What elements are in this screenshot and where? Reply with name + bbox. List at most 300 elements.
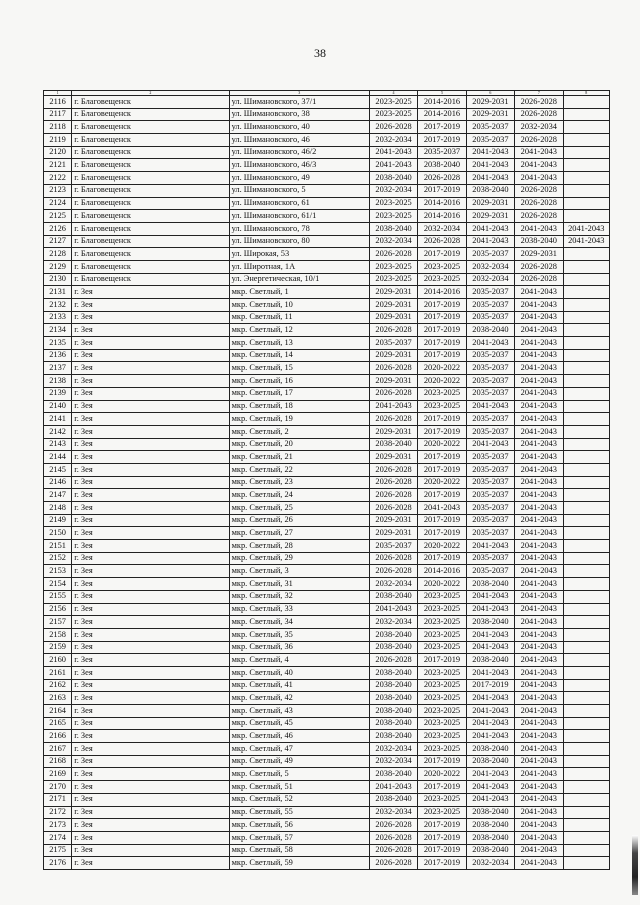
row-number: 2130 bbox=[44, 273, 72, 286]
period-cell: 2041-2043 bbox=[515, 806, 563, 819]
row-number: 2154 bbox=[44, 578, 72, 591]
period-cell: 2038-2040 bbox=[369, 628, 417, 641]
period-cell bbox=[563, 311, 609, 324]
address-cell: мкр. Светлый, 21 bbox=[229, 451, 369, 464]
period-cell: 2023-2025 bbox=[369, 197, 417, 210]
row-number: 2159 bbox=[44, 641, 72, 654]
table-row bbox=[44, 400, 610, 413]
table-row bbox=[44, 362, 610, 375]
address-cell: ул. Шимановского, 49 bbox=[229, 172, 369, 185]
address-cell: ул. Шимановского, 40 bbox=[229, 121, 369, 134]
period-cell: 2041-2043 bbox=[515, 692, 563, 705]
address-cell: ул. Шимановского, 80 bbox=[229, 235, 369, 248]
period-cell: 2032-2034 bbox=[369, 616, 417, 629]
address-cell: мкр. Светлый, 29 bbox=[229, 552, 369, 565]
period-cell bbox=[563, 628, 609, 641]
address-cell: мкр. Светлый, 47 bbox=[229, 743, 369, 756]
period-cell bbox=[563, 362, 609, 375]
period-cell: 2014-2016 bbox=[418, 565, 466, 578]
city-cell: г. Зея bbox=[72, 692, 229, 705]
table-row bbox=[44, 527, 610, 540]
period-cell: 2041-2043 bbox=[515, 603, 563, 616]
address-cell: мкр. Светлый, 59 bbox=[229, 857, 369, 870]
period-cell bbox=[563, 349, 609, 362]
period-cell: 2017-2019 bbox=[418, 248, 466, 261]
period-cell: 2041-2043 bbox=[466, 768, 514, 781]
table-row bbox=[44, 730, 610, 743]
period-cell bbox=[563, 425, 609, 438]
period-cell: 2038-2040 bbox=[466, 806, 514, 819]
column-number: 8 bbox=[563, 91, 609, 96]
row-number: 2149 bbox=[44, 514, 72, 527]
period-cell: 2032-2034 bbox=[466, 260, 514, 273]
period-cell bbox=[563, 730, 609, 743]
city-cell: г. Благовещенск bbox=[72, 108, 229, 121]
table-row bbox=[44, 717, 610, 730]
period-cell: 2020-2022 bbox=[418, 540, 466, 553]
period-cell: 2038-2040 bbox=[418, 159, 466, 172]
period-cell: 2041-2043 bbox=[515, 514, 563, 527]
period-cell: 2041-2043 bbox=[515, 413, 563, 426]
row-number: 2120 bbox=[44, 146, 72, 159]
period-cell: 2032-2034 bbox=[369, 184, 417, 197]
period-cell bbox=[563, 565, 609, 578]
period-cell: 2029-2031 bbox=[369, 375, 417, 388]
period-cell: 2035-2037 bbox=[466, 413, 514, 426]
period-cell: 2017-2019 bbox=[418, 654, 466, 667]
period-cell bbox=[563, 502, 609, 515]
row-number: 2165 bbox=[44, 717, 72, 730]
period-cell: 2026-2028 bbox=[369, 463, 417, 476]
period-cell: 2023-2025 bbox=[418, 273, 466, 286]
period-cell: 2041-2043 bbox=[466, 705, 514, 718]
period-cell: 2041-2043 bbox=[515, 654, 563, 667]
address-cell: мкр. Светлый, 45 bbox=[229, 717, 369, 730]
period-cell: 2026-2028 bbox=[418, 235, 466, 248]
row-number: 2169 bbox=[44, 768, 72, 781]
period-cell: 2017-2019 bbox=[418, 527, 466, 540]
row-number: 2117 bbox=[44, 108, 72, 121]
table-row bbox=[44, 146, 610, 159]
period-cell: 2041-2043 bbox=[418, 502, 466, 515]
period-cell: 2041-2043 bbox=[369, 781, 417, 794]
city-cell: г. Благовещенск bbox=[72, 146, 229, 159]
period-cell: 2038-2040 bbox=[369, 793, 417, 806]
city-cell: г. Благовещенск bbox=[72, 134, 229, 147]
period-cell: 2041-2043 bbox=[563, 235, 609, 248]
table-row bbox=[44, 134, 610, 147]
row-number: 2152 bbox=[44, 552, 72, 565]
city-cell: г. Зея bbox=[72, 679, 229, 692]
table-row bbox=[44, 273, 610, 286]
period-cell: 2029-2031 bbox=[466, 96, 514, 109]
period-cell: 2041-2043 bbox=[515, 425, 563, 438]
city-cell: г. Зея bbox=[72, 476, 229, 489]
city-cell: г. Зея bbox=[72, 540, 229, 553]
city-cell: г. Благовещенск bbox=[72, 172, 229, 185]
period-cell: 2029-2031 bbox=[369, 299, 417, 312]
table-row bbox=[44, 806, 610, 819]
period-cell bbox=[563, 197, 609, 210]
city-cell: г. Зея bbox=[72, 743, 229, 756]
table-row bbox=[44, 590, 610, 603]
period-cell: 2023-2025 bbox=[418, 628, 466, 641]
period-cell: 2035-2037 bbox=[466, 425, 514, 438]
period-cell: 2026-2028 bbox=[515, 108, 563, 121]
period-cell: 2029-2031 bbox=[369, 451, 417, 464]
table-row bbox=[44, 286, 610, 299]
row-number: 2151 bbox=[44, 540, 72, 553]
period-cell: 2038-2040 bbox=[466, 578, 514, 591]
period-cell bbox=[563, 96, 609, 109]
period-cell: 2032-2034 bbox=[369, 755, 417, 768]
period-cell: 2026-2028 bbox=[515, 197, 563, 210]
city-cell: г. Благовещенск bbox=[72, 273, 229, 286]
address-cell: мкр. Светлый, 20 bbox=[229, 438, 369, 451]
period-cell: 2014-2016 bbox=[418, 108, 466, 121]
row-number: 2150 bbox=[44, 527, 72, 540]
period-cell: 2041-2043 bbox=[515, 527, 563, 540]
period-cell: 2020-2022 bbox=[418, 375, 466, 388]
period-cell: 2029-2031 bbox=[369, 425, 417, 438]
period-cell bbox=[563, 463, 609, 476]
period-cell: 2041-2043 bbox=[466, 793, 514, 806]
period-cell: 2041-2043 bbox=[466, 781, 514, 794]
row-number: 2134 bbox=[44, 324, 72, 337]
period-cell bbox=[563, 755, 609, 768]
city-cell: г. Зея bbox=[72, 362, 229, 375]
period-cell: 2017-2019 bbox=[418, 349, 466, 362]
city-cell: г. Зея bbox=[72, 768, 229, 781]
period-cell: 2026-2028 bbox=[369, 831, 417, 844]
table-row bbox=[44, 235, 610, 248]
row-number: 2122 bbox=[44, 172, 72, 185]
period-cell: 2038-2040 bbox=[466, 844, 514, 857]
period-cell: 2041-2043 bbox=[466, 235, 514, 248]
period-cell: 2041-2043 bbox=[515, 730, 563, 743]
period-cell bbox=[563, 273, 609, 286]
city-cell: г. Зея bbox=[72, 730, 229, 743]
period-cell: 2029-2031 bbox=[369, 286, 417, 299]
address-cell: мкр. Светлый, 26 bbox=[229, 514, 369, 527]
period-cell: 2026-2028 bbox=[369, 489, 417, 502]
period-cell: 2038-2040 bbox=[466, 755, 514, 768]
period-cell: 2041-2043 bbox=[466, 400, 514, 413]
period-cell: 2023-2025 bbox=[418, 717, 466, 730]
row-number: 2148 bbox=[44, 502, 72, 515]
period-cell: 2023-2025 bbox=[418, 692, 466, 705]
address-cell: мкр. Светлый, 1 bbox=[229, 286, 369, 299]
period-cell: 2026-2028 bbox=[515, 260, 563, 273]
address-cell: мкр. Светлый, 46 bbox=[229, 730, 369, 743]
period-cell bbox=[563, 552, 609, 565]
column-number: 5 bbox=[418, 91, 466, 96]
city-cell: г. Зея bbox=[72, 375, 229, 388]
period-cell: 2038-2040 bbox=[466, 743, 514, 756]
city-cell: г. Зея bbox=[72, 286, 229, 299]
period-cell: 2014-2016 bbox=[418, 286, 466, 299]
row-number: 2135 bbox=[44, 337, 72, 350]
period-cell: 2041-2043 bbox=[369, 159, 417, 172]
row-number: 2140 bbox=[44, 400, 72, 413]
period-cell bbox=[563, 705, 609, 718]
row-number: 2132 bbox=[44, 299, 72, 312]
period-cell: 2038-2040 bbox=[369, 679, 417, 692]
period-cell: 2023-2025 bbox=[418, 641, 466, 654]
table-row bbox=[44, 666, 610, 679]
table-row bbox=[44, 679, 610, 692]
period-cell: 2023-2025 bbox=[418, 743, 466, 756]
address-cell: мкр. Светлый, 36 bbox=[229, 641, 369, 654]
period-cell: 2041-2043 bbox=[515, 781, 563, 794]
period-cell bbox=[563, 134, 609, 147]
city-cell: г. Зея bbox=[72, 438, 229, 451]
period-cell: 2017-2019 bbox=[418, 844, 466, 857]
period-cell: 2023-2025 bbox=[418, 806, 466, 819]
period-cell bbox=[563, 324, 609, 337]
period-cell bbox=[563, 438, 609, 451]
period-cell: 2038-2040 bbox=[466, 654, 514, 667]
city-cell: г. Зея bbox=[72, 578, 229, 591]
table-row bbox=[44, 222, 610, 235]
period-cell bbox=[563, 489, 609, 502]
period-cell: 2026-2028 bbox=[369, 248, 417, 261]
row-number: 2138 bbox=[44, 375, 72, 388]
period-cell: 2032-2034 bbox=[466, 273, 514, 286]
period-cell: 2029-2031 bbox=[466, 108, 514, 121]
address-cell: мкр. Светлый, 13 bbox=[229, 337, 369, 350]
table-row bbox=[44, 489, 610, 502]
city-cell: г. Зея bbox=[72, 603, 229, 616]
period-cell: 2041-2043 bbox=[515, 679, 563, 692]
table-row bbox=[44, 654, 610, 667]
table-row bbox=[44, 743, 610, 756]
period-cell: 2041-2043 bbox=[515, 565, 563, 578]
address-cell: ул. Шимановского, 46 bbox=[229, 134, 369, 147]
period-cell: 2041-2043 bbox=[515, 844, 563, 857]
period-cell: 2017-2019 bbox=[418, 451, 466, 464]
period-cell: 2041-2043 bbox=[515, 324, 563, 337]
row-number: 2145 bbox=[44, 463, 72, 476]
row-number: 2137 bbox=[44, 362, 72, 375]
period-cell: 2041-2043 bbox=[515, 641, 563, 654]
row-number: 2121 bbox=[44, 159, 72, 172]
city-cell: г. Зея bbox=[72, 463, 229, 476]
table-row bbox=[44, 578, 610, 591]
period-cell: 2017-2019 bbox=[418, 184, 466, 197]
period-cell: 2032-2034 bbox=[369, 235, 417, 248]
period-cell: 2017-2019 bbox=[418, 489, 466, 502]
period-cell: 2023-2025 bbox=[369, 260, 417, 273]
period-cell: 2041-2043 bbox=[515, 717, 563, 730]
address-cell: мкр. Светлый, 3 bbox=[229, 565, 369, 578]
address-cell: мкр. Светлый, 41 bbox=[229, 679, 369, 692]
address-cell: мкр. Светлый, 24 bbox=[229, 489, 369, 502]
period-cell: 2023-2025 bbox=[418, 666, 466, 679]
period-cell: 2035-2037 bbox=[466, 463, 514, 476]
period-cell: 2041-2043 bbox=[515, 476, 563, 489]
city-cell: г. Зея bbox=[72, 819, 229, 832]
row-number: 2144 bbox=[44, 451, 72, 464]
city-cell: г. Зея bbox=[72, 666, 229, 679]
period-cell: 2026-2028 bbox=[369, 654, 417, 667]
table-row bbox=[44, 755, 610, 768]
period-cell: 2029-2031 bbox=[466, 197, 514, 210]
table-row bbox=[44, 108, 610, 121]
period-cell bbox=[563, 857, 609, 870]
address-cell: ул. Шимановского, 46/2 bbox=[229, 146, 369, 159]
address-cell: ул. Широкая, 53 bbox=[229, 248, 369, 261]
city-cell: г. Зея bbox=[72, 755, 229, 768]
period-cell: 2041-2043 bbox=[466, 172, 514, 185]
address-cell: мкр. Светлый, 11 bbox=[229, 311, 369, 324]
period-cell: 2023-2025 bbox=[418, 603, 466, 616]
period-cell: 2041-2043 bbox=[466, 222, 514, 235]
period-cell: 2035-2037 bbox=[466, 552, 514, 565]
row-number: 2127 bbox=[44, 235, 72, 248]
period-cell: 2026-2028 bbox=[369, 387, 417, 400]
period-cell: 2032-2034 bbox=[369, 806, 417, 819]
table-row bbox=[44, 248, 610, 261]
period-cell: 2041-2043 bbox=[515, 578, 563, 591]
period-cell: 2041-2043 bbox=[515, 362, 563, 375]
schedule-table-wrap bbox=[43, 90, 610, 870]
table-row bbox=[44, 349, 610, 362]
city-cell: г. Зея bbox=[72, 324, 229, 337]
period-cell: 2041-2043 bbox=[515, 705, 563, 718]
period-cell: 2041-2043 bbox=[515, 172, 563, 185]
city-cell: г. Благовещенск bbox=[72, 260, 229, 273]
city-cell: г. Зея bbox=[72, 844, 229, 857]
row-number: 2146 bbox=[44, 476, 72, 489]
period-cell: 2041-2043 bbox=[466, 337, 514, 350]
table-row bbox=[44, 337, 610, 350]
table-row bbox=[44, 514, 610, 527]
column-number: 7 bbox=[515, 91, 563, 96]
period-cell: 2038-2040 bbox=[466, 616, 514, 629]
period-cell: 2041-2043 bbox=[515, 159, 563, 172]
table-row bbox=[44, 451, 610, 464]
period-cell bbox=[563, 108, 609, 121]
table-row bbox=[44, 159, 610, 172]
period-cell: 2023-2025 bbox=[418, 730, 466, 743]
table-row bbox=[44, 324, 610, 337]
city-cell: г. Благовещенск bbox=[72, 210, 229, 223]
period-cell: 2035-2037 bbox=[466, 514, 514, 527]
column-number: 3 bbox=[229, 91, 369, 96]
city-cell: г. Зея bbox=[72, 793, 229, 806]
city-cell: г. Зея bbox=[72, 654, 229, 667]
period-cell: 2026-2028 bbox=[369, 476, 417, 489]
period-cell: 2041-2043 bbox=[515, 743, 563, 756]
period-cell: 2023-2025 bbox=[369, 273, 417, 286]
period-cell: 2041-2043 bbox=[515, 857, 563, 870]
city-cell: г. Зея bbox=[72, 705, 229, 718]
table-row bbox=[44, 552, 610, 565]
address-cell: ул. Энергетическая, 10/1 bbox=[229, 273, 369, 286]
address-cell: мкр. Светлый, 32 bbox=[229, 590, 369, 603]
address-cell: ул. Шимановского, 38 bbox=[229, 108, 369, 121]
table-body bbox=[44, 91, 610, 870]
address-cell: ул. Шимановского, 46/3 bbox=[229, 159, 369, 172]
period-cell: 2029-2031 bbox=[515, 248, 563, 261]
address-cell: мкр. Светлый, 25 bbox=[229, 502, 369, 515]
row-number: 2116 bbox=[44, 96, 72, 109]
address-cell: ул. Широтная, 1А bbox=[229, 260, 369, 273]
table-row bbox=[44, 641, 610, 654]
period-cell: 2038-2040 bbox=[466, 324, 514, 337]
period-cell: 2038-2040 bbox=[515, 235, 563, 248]
address-cell: мкр. Светлый, 2 bbox=[229, 425, 369, 438]
row-number: 2128 bbox=[44, 248, 72, 261]
period-cell: 2035-2037 bbox=[418, 146, 466, 159]
address-cell: мкр. Светлый, 12 bbox=[229, 324, 369, 337]
table-row bbox=[44, 565, 610, 578]
period-cell: 2023-2025 bbox=[418, 679, 466, 692]
period-cell: 2032-2034 bbox=[466, 857, 514, 870]
period-cell: 2020-2022 bbox=[418, 362, 466, 375]
period-cell: 2038-2040 bbox=[369, 705, 417, 718]
period-cell bbox=[563, 578, 609, 591]
row-number: 2167 bbox=[44, 743, 72, 756]
period-cell bbox=[563, 375, 609, 388]
address-cell: мкр. Светлый, 22 bbox=[229, 463, 369, 476]
period-cell: 2041-2043 bbox=[515, 793, 563, 806]
table-row bbox=[44, 425, 610, 438]
period-cell: 2023-2025 bbox=[418, 590, 466, 603]
period-cell: 2026-2028 bbox=[515, 96, 563, 109]
address-cell: мкр. Светлый, 40 bbox=[229, 666, 369, 679]
period-cell: 2029-2031 bbox=[369, 311, 417, 324]
period-cell: 2017-2019 bbox=[418, 755, 466, 768]
period-cell: 2023-2025 bbox=[369, 210, 417, 223]
table-row bbox=[44, 603, 610, 616]
binding-edge-mark bbox=[632, 835, 638, 895]
period-cell bbox=[563, 819, 609, 832]
period-cell: 2038-2040 bbox=[369, 590, 417, 603]
table-row bbox=[44, 197, 610, 210]
address-cell: мкр. Светлый, 35 bbox=[229, 628, 369, 641]
city-cell: г. Благовещенск bbox=[72, 248, 229, 261]
period-cell: 2041-2043 bbox=[515, 349, 563, 362]
period-cell bbox=[563, 831, 609, 844]
city-cell: г. Благовещенск bbox=[72, 235, 229, 248]
period-cell bbox=[563, 514, 609, 527]
period-cell: 2020-2022 bbox=[418, 438, 466, 451]
period-cell bbox=[563, 743, 609, 756]
period-cell: 2041-2043 bbox=[466, 692, 514, 705]
city-cell: г. Благовещенск bbox=[72, 222, 229, 235]
period-cell: 2041-2043 bbox=[466, 146, 514, 159]
table-row bbox=[44, 502, 610, 515]
period-cell: 2041-2043 bbox=[515, 438, 563, 451]
period-cell bbox=[563, 121, 609, 134]
address-cell: мкр. Светлый, 19 bbox=[229, 413, 369, 426]
period-cell: 2041-2043 bbox=[466, 730, 514, 743]
period-cell bbox=[563, 413, 609, 426]
city-cell: г. Зея bbox=[72, 641, 229, 654]
row-number: 2168 bbox=[44, 755, 72, 768]
period-cell: 2035-2037 bbox=[466, 502, 514, 515]
row-number: 2157 bbox=[44, 616, 72, 629]
table-row bbox=[44, 210, 610, 223]
period-cell: 2026-2028 bbox=[515, 184, 563, 197]
address-cell: мкр. Светлый, 31 bbox=[229, 578, 369, 591]
table-row bbox=[44, 781, 610, 794]
period-cell: 2023-2025 bbox=[418, 260, 466, 273]
table-row bbox=[44, 628, 610, 641]
table-row bbox=[44, 857, 610, 870]
